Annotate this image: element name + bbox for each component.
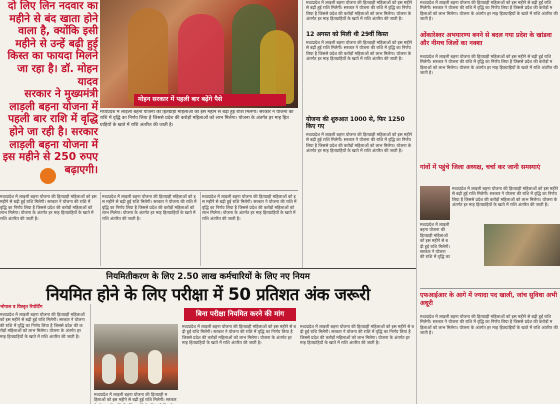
flame-icon bbox=[40, 168, 56, 184]
article-column: मध्यप्रदेश में लाड़ली बहना योजना की हितग्राही महिलाओं को इस महीने से बढ़ी हुई राशि मिलेगी। सरकार ने योजना की राशि में वृद्धि का bbox=[420, 222, 450, 260]
box-headline: एफआईआर के आगे में ज्यादा पद खाली, जांच सुविधा अभी अधूरी bbox=[420, 292, 558, 307]
photo-figure bbox=[128, 8, 168, 103]
lead-line: दो लिए लिन नदवार का bbox=[7, 0, 98, 12]
lead-line: महीने से बंद खाता होने bbox=[9, 12, 98, 25]
lead-line: सरकार ने मुख्यमंत्री bbox=[24, 88, 98, 101]
photo-figure bbox=[260, 30, 294, 104]
divider bbox=[200, 192, 201, 266]
section-heading: योजना की शुरुआत 1000 से, फिर 1250 किए गए bbox=[306, 116, 405, 130]
photo-figure bbox=[124, 352, 138, 384]
article-column: मध्यप्रदेश में लाड़ली बहना योजना की हितग्राही महिलाओं को इस महीने से बढ़ी हुई राशि मिलेगी। सरकार ने योजना की राशि में वृद्धि का निर्णय लिया है जिससे प्रदेश की करोड़ों महिलाओं को लाभ मिलेगा। योजना के अंतर्गत हर माह हितग्राहियों के खाते में राशि अंतरित की जाती है। bbox=[306, 0, 412, 22]
subhead-banner: बिना परीक्षा नियमित करने की मांग bbox=[184, 308, 296, 321]
article-column: मध्यप्रदेश में लाड़ली बहना योजना की हितग्राही महिलाओं को इस महीने से बढ़ी हुई राशि मिलेगी। सरकार ने योजना की राशि में वृद्धि का निर्णय लिया है जिससे प्रदेश की करोड़ों महिलाओं को लाभ मिलेगा। योजना के अंतर्गत हर माह हितग्राहियों के खाते में राशि अंतरित की जाती है। bbox=[0, 194, 97, 221]
lead-line: महीने से उन्हें बढ़ी हुई bbox=[15, 37, 98, 50]
photo-figure bbox=[102, 354, 116, 384]
divider bbox=[100, 192, 101, 266]
divider bbox=[416, 0, 417, 404]
article-column: मध्यप्रदेश में लाड़ली बहना योजना की हितग्राही महिलाओं को इस महीने से बढ़ी हुई राशि मिलेगी। सरकार ने योजना की राशि में वृद्धि का निर्णय लिया है जिससे प्रदेश की करोड़ों महिलाओं को लाभ मिलेगा। योजना के अंतर्गत हर माह हितग्राहियों के खाते में राशि अंतरित की जाती है। bbox=[420, 314, 558, 336]
section-heading: 12 अगस्त को मिली थी 29वीं किस्त bbox=[306, 31, 389, 38]
divider bbox=[420, 288, 560, 289]
main-headline: नियमित होने के लिए परीक्षा में 50 प्रतिशत अंक जरूरी bbox=[45, 285, 371, 304]
lead-text bbox=[0, 0, 98, 176]
lead-line: बढ़ाएगी। bbox=[64, 163, 98, 176]
divider bbox=[0, 268, 416, 269]
divider bbox=[90, 304, 91, 404]
lead-line: जा रहा है। डॉ. मोहन यादव bbox=[17, 62, 98, 88]
box-headline: गांवों में पहुंचे जिला अध्यक्ष, चर्चा कर जानी समस्याएं bbox=[420, 164, 541, 171]
kicker: नियमितीकरण के लिए 2.50 लाख कर्मचारियों के लिए नए नियम bbox=[106, 272, 310, 282]
portrait-photo bbox=[420, 186, 450, 220]
photo-caption: मोहन सरकार में पहली बार बढ़ेंगे पैसे bbox=[134, 94, 286, 106]
article-column: मध्यप्रदेश में लाड़ली बहना योजना की हितग्राही महिलाओं को इस महीने से बढ़ी हुई राशि मिलेगी। सरकार ने योजना की राशि में वृद्धि का निर्णय लिया है जिससे प्रदेश की करोड़ों महिलाओं को लाभ मिलेगा। योजना के अंतर्गत हर माह हितग्राहियों के खाते में राशि अंतरित की जाती है। bbox=[306, 132, 412, 154]
lead-line: इस महीने से 250 रुपए bbox=[2, 151, 98, 164]
article-column: मध्यप्रदेश में लाड़ली बहना योजना की हितग्राही महिलाओं को इस महीने से बढ़ी हुई राशि मिलेगी। सरकार ने योजना की राशि में वृद्धि का निर्णय लिया है जिससे प्रदेश की करोड़ों महिलाओं को लाभ मिलेगा। योजना के अंतर्गत हर माह हितग्राहियों के खाते में राशि अंतरित की जाती है। bbox=[182, 324, 296, 346]
lead-text-column bbox=[0, 0, 98, 176]
box-headline: ओंकारेश्वर अभयारण्य बनने से बदल गया प्रदेश के खांडवा और नीमच जिलों का नक्शा bbox=[420, 32, 552, 47]
divider bbox=[302, 0, 303, 268]
photo-figure bbox=[178, 14, 224, 104]
article-column: मध्यप्रदेश में लाड़ली बहना योजना की हितग्राही महिलाओं को इस महीने से बढ़ी हुई राशि मिलेगी। सरकार ने योजना की राशि में वृद्धि का निर्णय लिया है जिससे प्रदेश की करोड़ों महिलाओं को लाभ मिलेगा। योजना के अंतर्गत हर माह हितग्राहियों के खाते में राशि अंतरित की जाती है। bbox=[300, 324, 414, 346]
article-column: मध्यप्रदेश में लाड़ली बहना योजना की हितग्राही महिलाओं को इस महीने से बढ़ी हुई राशि मिलेगी। सरकार ने योजना की राशि में वृद्धि का निर्णय लिया है जिससे प्रदेश की करोड़ों महिलाओं को लाभ मिलेगा। योजना के अंतर्गत हर माह हितग्राहियों के खाते में राशि अंतरित की जाती है। bbox=[202, 194, 297, 221]
photo-caption-small: मध्यप्रदेश में लाड़ली बहना योजना की हितग्राही महिलाओं को इस महीने से बढ़ी हुई राशि मिलेगी। सरकार bbox=[94, 392, 177, 403]
article-intro-text: मध्यप्रदेश में लाड़ली बहना योजना की हितग्राही महिलाओं को इस महीने से बढ़ी हुई राशि मिलेगी। सरकार ने योजना की राशि में वृद्धि का निर्णय लिया है जिससे प्रदेश की करोड़ों महिलाओं को लाभ मिलेगा। योजना के अंतर्गत हर माह हितग्राहियों के खाते में राशि अंतरित की जाती है। bbox=[100, 110, 294, 128]
lead-line: लाड़ली बहना योजना में bbox=[9, 100, 98, 113]
crowd-photo bbox=[94, 324, 178, 390]
meeting-photo bbox=[484, 224, 560, 266]
article-column: मध्यप्रदेश में लाड़ली बहना योजना की हितग्राही महिलाओं को इस महीने से बढ़ी हुई राशि मिलेगी। सरकार ने योजना की राशि में वृद्धि का निर्णय लिया है जिससे प्रदेश की करोड़ों महिलाओं को लाभ मिलेगा। योजना के अंतर्गत हर माह हितग्राहियों के खाते में राशि अंतरित की जाती है। bbox=[102, 194, 197, 221]
lead-line: पहली बार राशि में वृद्धि bbox=[8, 113, 98, 126]
women-photo bbox=[100, 0, 298, 108]
photo-figure bbox=[148, 350, 162, 384]
article-column: मध्यप्रदेश में लाड़ली बहना योजना की हितग्राही महिलाओं को इस महीने से बढ़ी हुई राशि मिलेगी। सरकार ने योजना की राशि में वृद्धि का निर्णय लिया है जिससे प्रदेश की करोड़ों महिलाओं को लाभ मिलेगा। योजना के अंतर्गत हर माह हितग्राहियों के खाते में राशि अंतरित की जाती है। bbox=[420, 0, 558, 22]
lead-line: किस्त का फायदा मिलने bbox=[7, 50, 98, 63]
divider bbox=[0, 190, 298, 191]
column-head: भोपाल व विस्तृत रिपोर्टिंग bbox=[0, 305, 43, 310]
article-column: मध्यप्रदेश में लाड़ली बहना योजना की हितग्राही महिलाओं को इस महीने से बढ़ी हुई राशि मिलेगी। सरकार ने योजना की राशि में वृद्धि का निर्णय लिया है जिससे प्रदेश की करोड़ों महिलाओं को लाभ मिलेगा। योजना के अंतर्गत हर माह हितग्राहियों के खाते में राशि अंतरित की जाती है। bbox=[420, 54, 558, 76]
article-column: मध्यप्रदेश में लाड़ली बहना योजना की हितग्राही महिलाओं को इस महीने से बढ़ी हुई राशि मिलेगी। सरकार ने योजना की राशि में वृद्धि का निर्णय लिया है जिससे प्रदेश की करोड़ों महिलाओं को लाभ मिलेगा। योजना के अंतर्गत हर माह हितग्राहियों के खाते में राशि अंतरित की जाती है। bbox=[306, 40, 412, 62]
article-column: मध्यप्रदेश में लाड़ली बहना योजना की हितग्राही महिलाओं को इस महीने से बढ़ी हुई राशि मिलेगी। सरकार ने योजना की राशि में वृद्धि का निर्णय लिया है जिससे प्रदेश की करोड़ों महिलाओं को लाभ मिलेगा। योजना के अंतर्गत हर माह हितग्राहियों के खाते में राशि अंतरित की जाती है। bbox=[0, 312, 85, 339]
lead-line: वाला है, क्योंकि इसी bbox=[18, 25, 98, 38]
lead-line: होने जा रही है। सरकार bbox=[9, 125, 98, 138]
article-column: मध्यप्रदेश में लाड़ली बहना योजना की हितग्राही महिलाओं को इस महीने से बढ़ी हुई राशि मिलेगी। सरकार ने योजना की राशि में वृद्धि का निर्णय लिया है जिससे प्रदेश की करोड़ों महिलाओं को लाभ मिलेगा। योजना के अंतर्गत हर माह हितग्राहियों के खाते में राशि अंतरित की जाती है। bbox=[452, 186, 559, 208]
lead-line: लाड़ली बहना योजना में bbox=[9, 138, 98, 151]
